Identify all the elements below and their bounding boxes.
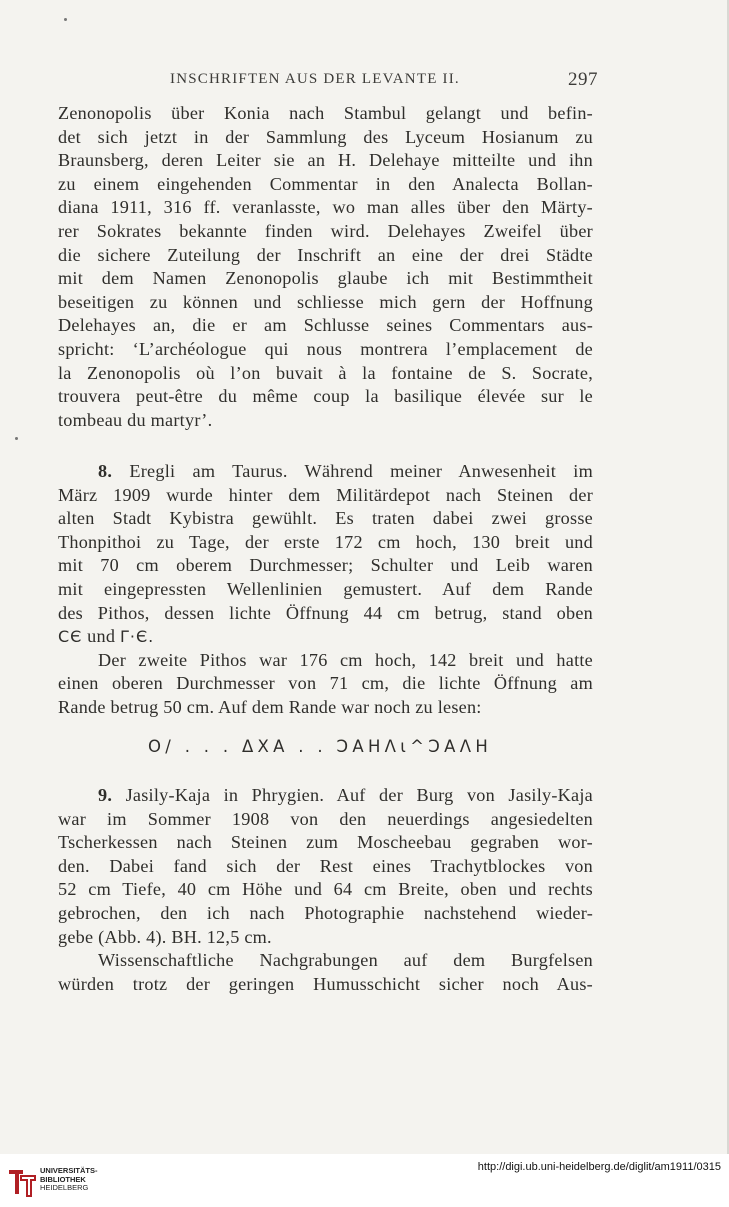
viewer-footer [0, 1154, 729, 1207]
library-name [40, 1167, 98, 1193]
section-9 [58, 784, 593, 996]
running-title: INSCHRIFTEN AUS DER LEVANTE II. [170, 71, 460, 87]
text-line: mit 70 cm oberem Durchmesser; Schulter und Leib waren [58, 555, 593, 576]
text-line: mit dem Namen Zenonopolis glaube ich mit Bestimmtheit [58, 268, 593, 289]
library-name-line: BIBLIOTHEK [40, 1174, 86, 1184]
permalink-url[interactable]: http://digi.ub.uni-heidelberg.de/diglit/am1911/0315 [477, 1161, 721, 1173]
text-line: würden trotz der geringen Humusschicht sicher noch Aus- [58, 973, 593, 994]
text-line: die sichere Zuteilung der Inschrift an eine der drei Städte [58, 244, 593, 265]
section-9-first-line [58, 784, 593, 808]
text-line: alten Stadt Kybistra gewühlt. Es traten dabei zwei grosse [58, 508, 593, 529]
text-line: gebrochen, den ich nach Photographie nachstehend wieder- [58, 902, 593, 923]
section-8-first-line [58, 460, 593, 484]
text-line: Eregli am Taurus. Während meiner Anwesenheit im [112, 461, 593, 481]
text-line: det sich jetzt in der Sammlung des Lyceum Hosianum zu [58, 126, 593, 147]
text-line: Thonpithoi zu Tage, der erste 172 cm hoch, 130 breit und [58, 531, 593, 552]
text-line: Zenonopolis über Konia nach Stambul gelangt und befin- [58, 103, 593, 123]
text-line: des Pithos, dessen lichte Öffnung 44 cm betrug, stand oben [58, 602, 593, 623]
text-line: Braunsberg, deren Leiter sie an H. Delehaye mitteilte und ihn [58, 150, 593, 171]
text-line: trouvera peut-être du même coup la basilique élevée sur le [58, 386, 593, 407]
text-line: Rande betrug 50 cm. Auf dem Rande war noch zu lesen: [58, 696, 482, 717]
library-name-line: HEIDELBERG [40, 1183, 89, 1192]
text-line: März 1909 wurde hinter dem Militärdepot nach Steinen der [58, 484, 593, 505]
text-line: 52 cm Tiefe, 40 cm Höhe und 64 cm Breite, oben und rechts [58, 879, 593, 900]
text-line: den. Dabei fand sich der Rest eines Trachytblockes von [58, 855, 593, 876]
text-line: mit eingepressten Wellenlinien gemustert. Auf dem Rande [58, 578, 593, 599]
text-line: Jasily-Kaja in Phrygien. Auf der Burg von Jasily-Kaja [112, 785, 593, 805]
text-line: Wissenschaftliche Nachgrabungen auf dem Burgfelsen [98, 950, 593, 971]
pithos-inscription: O/ . . . ΔΧΑ . . ϽΑΗΛι^ϽΑΛΗ [148, 737, 493, 756]
section-number: 9. [98, 785, 113, 805]
text-line: rer Sokrates bekannte finden wird. Delehayes Zweifel über [58, 220, 593, 241]
section-8 [58, 460, 593, 720]
library-name-line: UNIVERSITÄTS- [40, 1166, 98, 1175]
text-line: beseitigen zu können und schliesse mich gern der Hoffnung [58, 291, 593, 312]
library-logo-icon [6, 1164, 38, 1198]
speck [15, 437, 18, 440]
text-line: spricht: ‘L’archéologue qui nous montrera l’emplacement de [58, 338, 593, 359]
paragraph-zenonopolis [58, 102, 593, 432]
text-line: diana 1911, 316 ff. veranlasste, wo man alles über den Märty- [58, 197, 593, 218]
speck [64, 18, 67, 21]
text-line: Tscherkessen nach Steinen zum Moscheebau gegraben wor- [58, 832, 593, 853]
text-line: zu einem eingehenden Commentar in den Analecta Bollan- [58, 173, 593, 194]
section-number: 8. [98, 461, 113, 481]
text-line: war im Sommer 1908 von den neuerdings angesiedelten [58, 808, 593, 829]
text-word: und [82, 626, 120, 647]
page-number: 297 [568, 69, 598, 90]
greek-letters: CЄ [58, 627, 83, 647]
text-line: Delehayes an, die er am Schlusse seines Commentars aus- [58, 315, 593, 336]
text-line: Der zweite Pithos war 176 cm hoch, 142 breit und hatte [98, 649, 593, 670]
greek-letters-line [58, 625, 593, 649]
text-line: gebe (Abb. 4). BH. 12,5 cm. [58, 926, 272, 947]
running-head [58, 71, 598, 93]
text-line: einen oberen Durchmesser von 71 cm, die lichte Öffnung am [58, 673, 593, 694]
text-line: tombeau du martyr’. [58, 409, 213, 430]
greek-letters: Γ·Є. [119, 627, 155, 647]
text-line: la Zenonopolis où l’on buvait à la fontaine de S. Socrate, [58, 362, 593, 383]
